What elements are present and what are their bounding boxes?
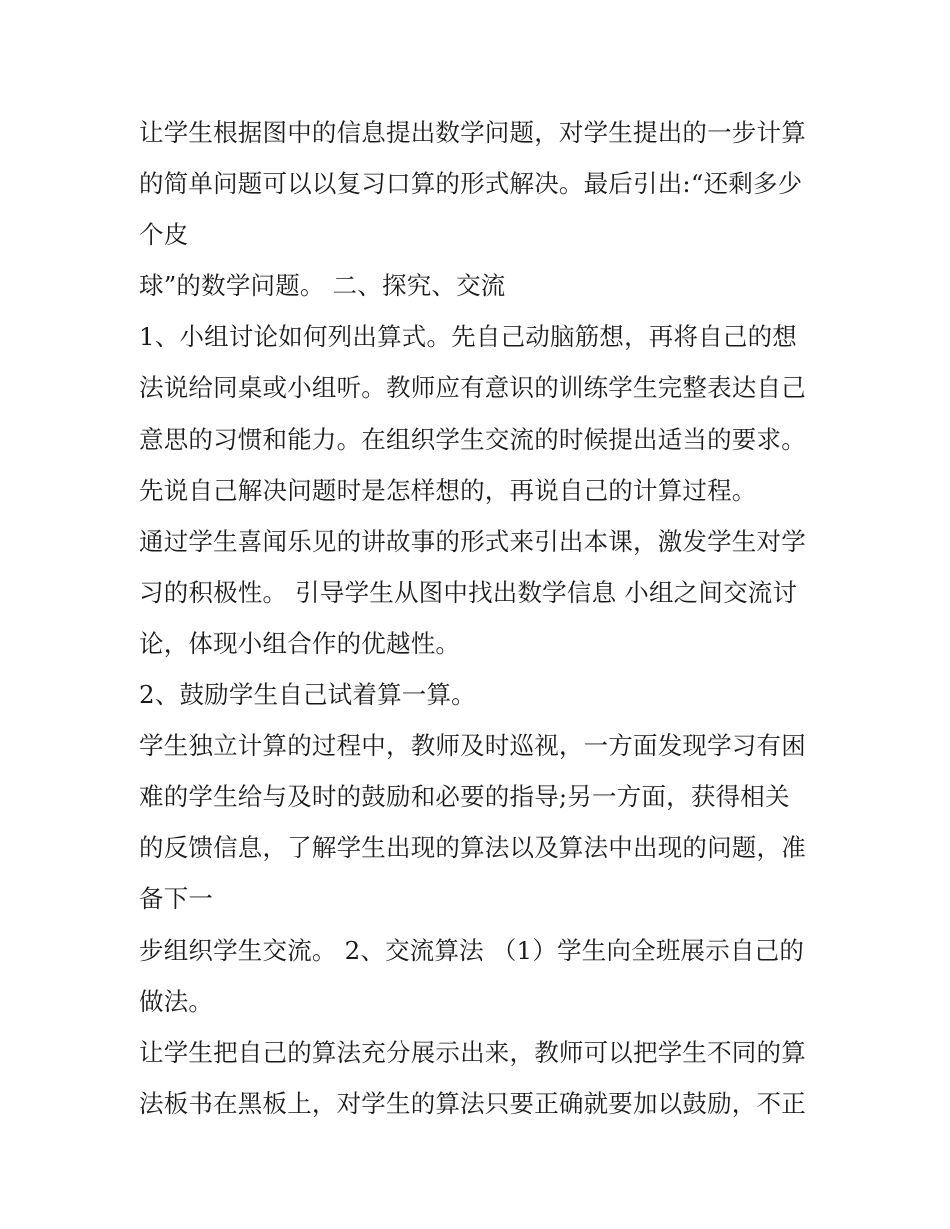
text-line: 的简单问题可以以复习口算的形式解决。最后引出:“还剩多少	[139, 169, 803, 199]
text-line: 个皮	[139, 220, 189, 250]
text-line: 让学生把自己的算法充分展示出来，教师可以把学生不同的算	[139, 1037, 806, 1067]
text-line: 先说自己解决问题时是怎样想的，再说自己的计算过程。	[139, 475, 757, 505]
text-line: 难的学生给与及时的鼓励和必要的指导;另一方面，获得相关	[139, 782, 790, 812]
text-line: 通过学生喜闻乐见的讲故事的形式来引出本课，激发学生对学	[139, 526, 806, 556]
text-line: 2、鼓励学生自己试着算一算。	[139, 680, 476, 710]
text-line: 做法。	[139, 986, 214, 1016]
text-line: 让学生根据图中的信息提出数学问题，对学生提出的一步计算	[139, 118, 806, 147]
text-line: 法说给同桌或小组听。教师应有意识的训练学生完整表达自己	[139, 373, 806, 403]
text-line: 的反馈信息，了解学生出现的算法以及算法中出现的问题，准	[139, 833, 806, 863]
text-line: 步组织学生交流。 2、交流算法 （1）学生向全班展示自己的	[139, 935, 805, 965]
text-line: 备下一	[139, 884, 214, 914]
text-line: 习的积极性。 引导学生从图中找出数学信息 小组之间交流讨	[139, 577, 798, 607]
text-line: 法板书在黑板上，对学生的算法只要正确就要加以鼓励，不正	[139, 1088, 806, 1118]
text-line: 球”的数学问题。 二、探究、交流	[139, 271, 506, 301]
text-line: 论，体现小组合作的优越性。	[139, 628, 461, 658]
text-line: 1、小组讨论如何列出算式。先自己动脑筋想，再将自己的想	[139, 322, 797, 352]
document-body	[139, 107, 819, 1129]
text-line: 意思的习惯和能力。在组织学生交流的时候提出适当的要求。	[139, 424, 806, 454]
text-line: 学生独立计算的过程中，教师及时巡视，一方面发现学习有困	[139, 731, 806, 761]
